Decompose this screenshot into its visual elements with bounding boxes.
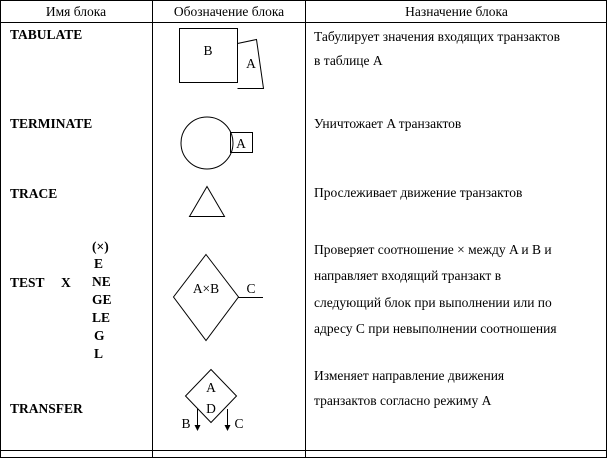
header-symbol: Обозначение блока	[173, 4, 285, 19]
block-name-terminate: TERMINATE	[10, 116, 93, 131]
tabulate-symbol-tab: A	[246, 56, 256, 71]
purpose-transfer-line-1: Изменяет направление движения	[314, 368, 505, 383]
test-operand: X	[61, 275, 71, 290]
test-relation-le: LE	[92, 310, 111, 325]
transfer-symbol-top: A	[206, 380, 216, 395]
test-symbol-exit: C	[246, 281, 256, 296]
tabulate-symbol-main: B	[203, 43, 213, 58]
test-relation-g: G	[94, 328, 105, 343]
block-name-test: TEST	[10, 275, 45, 290]
trace-symbol	[153, 180, 305, 230]
terminate-symbol	[153, 112, 305, 182]
purpose-test-line-3: следующий блок при выполнении или по	[314, 295, 552, 310]
test-relation-l: L	[94, 346, 104, 361]
purpose-test-line-2: направляет входящий транзакт в	[314, 268, 502, 283]
test-relation-ge: GE	[92, 292, 112, 307]
transfer-symbol	[153, 363, 305, 443]
transfer-symbol-bottom: D	[206, 401, 216, 416]
purpose-tabulate-line-2: в таблице A	[314, 53, 383, 68]
test-symbol-inside: A×B	[192, 281, 220, 296]
transfer-symbol-right-exit: C	[234, 416, 244, 431]
block-name-transfer: TRANSFER	[10, 401, 83, 416]
header-name: Имя блока	[45, 4, 107, 19]
purpose-tabulate-line-1: Табулирует значения входящих транзактов	[314, 29, 560, 44]
tabulate-symbol	[153, 23, 305, 113]
transfer-symbol-left-exit: B	[181, 416, 191, 431]
test-relation-e: E	[94, 256, 104, 271]
purpose-test-line-1: Проверяет соотношение × между A и B и	[314, 242, 552, 257]
test-symbol	[153, 250, 305, 350]
terminate-symbol-box: A	[236, 136, 246, 151]
purpose-trace-line-1: Прослеживает движение транзактов	[314, 185, 523, 200]
purpose-test-line-4: адресу C при невыполнении соотношения	[314, 321, 557, 336]
test-relation-default: (×)	[92, 239, 109, 254]
test-relation-ne: NE	[92, 274, 111, 289]
block-name-trace: TRACE	[10, 186, 58, 201]
header-purpose: Назначение блока	[405, 4, 508, 19]
purpose-transfer-line-2: транзактов согласно режиму A	[314, 393, 492, 408]
block-name-tabulate: TABULATE	[10, 27, 83, 42]
purpose-terminate-line-1: Уничтожает A транзактов	[314, 116, 462, 131]
